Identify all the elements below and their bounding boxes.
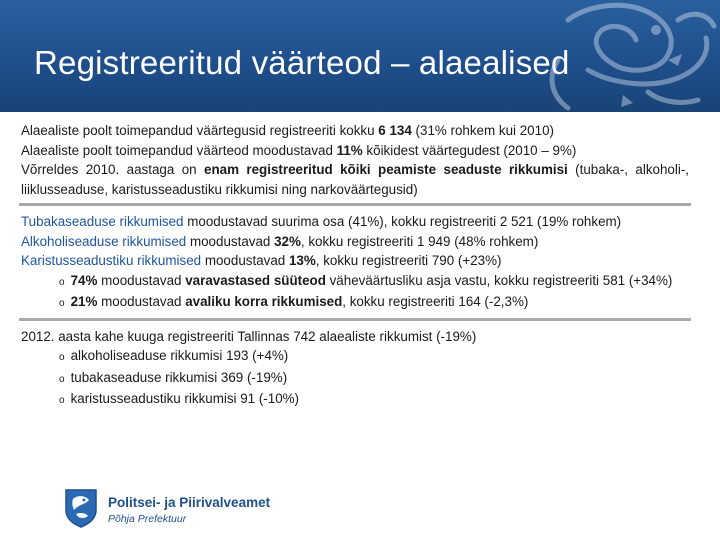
section-divider	[19, 203, 691, 206]
alcohol-law-label: Alkoholiseaduse rikkumised	[21, 233, 187, 249]
summary-section	[21, 121, 689, 199]
text: , kokku registreeriti 790 (+23%)	[315, 253, 502, 268]
text: kõikidest väärtegudest (2010 – 9%)	[362, 142, 577, 158]
summary-line-share	[21, 141, 689, 161]
text: moodustavad	[201, 253, 289, 268]
list-item	[21, 271, 689, 293]
law-breakdown-section	[21, 212, 689, 314]
organization-name: Politsei- ja Piirivalveamet	[108, 495, 271, 510]
section-divider	[19, 318, 691, 321]
text: , kokku registreeriti 164 (-2,3%)	[342, 294, 529, 309]
list-item-text: alkoholiseaduse rikkumisi 193 (+4%)	[70, 348, 289, 363]
alcohol-law-line	[21, 232, 689, 252]
text: Alaealiste poolt toimepandud väärteod moodustavad	[21, 142, 337, 158]
list-item-text: tubakaseaduse rikkumisi 369 (-19%)	[70, 369, 288, 385]
police-logo	[64, 488, 304, 532]
bullet-icon: o	[59, 298, 65, 309]
bullet-icon: o	[59, 276, 65, 288]
text: Alaealiste poolt toimepandud väärtegusid registreeriti kokku	[21, 123, 379, 138]
list-item	[21, 389, 689, 411]
alcohol-percent: 32%	[274, 233, 301, 249]
text: , kokku registreeriti 1 949 (48% rohkem)	[300, 233, 539, 249]
bullet-icon: o	[59, 373, 65, 385]
tobacco-law-line	[21, 212, 689, 232]
property-percent: 74%	[70, 272, 98, 288]
penal-code-label: Karistusseadustiku rikkumised	[21, 253, 202, 268]
summary-line-total	[21, 121, 689, 141]
share-percent: 11%	[336, 142, 363, 158]
total-count: 6 134	[378, 123, 412, 138]
summary-line-comparison	[21, 160, 689, 199]
text: Võrreldes 2010. aastaga on	[21, 162, 204, 177]
emphasis-text: enam registreeritud kõiki peamiste seaduste rikkumisi	[204, 162, 568, 177]
title-banner	[0, 0, 720, 112]
bullet-icon: o	[59, 352, 65, 363]
tobacco-law-label: Tubakaseaduse rikkumised	[21, 214, 184, 229]
text: moodustavad	[97, 272, 186, 288]
heraldic-lion-icon	[528, 0, 718, 112]
police-shield-icon	[64, 488, 98, 528]
tallinn-section	[21, 327, 689, 411]
list-item-text: karistusseadustiku rikkumisi 91 (-10%)	[70, 391, 300, 406]
slide-content	[21, 121, 689, 411]
public-order-percent: 21%	[70, 294, 98, 309]
emphasis-text: varavastased süüteod	[185, 272, 326, 288]
list-item	[21, 346, 689, 368]
penal-percent: 13%	[288, 253, 316, 268]
penal-code-line	[21, 251, 689, 271]
bullet-icon: o	[59, 395, 65, 406]
slide-title: Registreeritud väärteod – alaealised	[34, 44, 570, 81]
text: (tubaka-, alkoholi-, liiklusseaduse, karistusseadustiku rikkumisi ning narkoväärtegusid)	[21, 162, 690, 197]
text: väheväärtusliku asja vastu, kokku registreeriti 581 (+34%)	[325, 272, 673, 288]
tallinn-intro: 2012. aasta kahe kuuga registreeriti Tallinnas 742 alaealiste rikkumist (-19%)	[21, 328, 477, 344]
text: (31% rohkem kui 2010)	[411, 123, 554, 138]
prefecture-name: Põhja Prefektuur	[108, 513, 187, 525]
text: moodustavad	[97, 294, 186, 309]
emphasis-text: avaliku korra rikkumised	[185, 294, 343, 309]
list-item	[21, 368, 689, 390]
text: moodustavad	[186, 233, 275, 249]
list-item	[21, 292, 689, 314]
text: moodustavad suurima osa (41%), kokku registreeriti 2 521 (19% rohkem)	[183, 214, 622, 229]
